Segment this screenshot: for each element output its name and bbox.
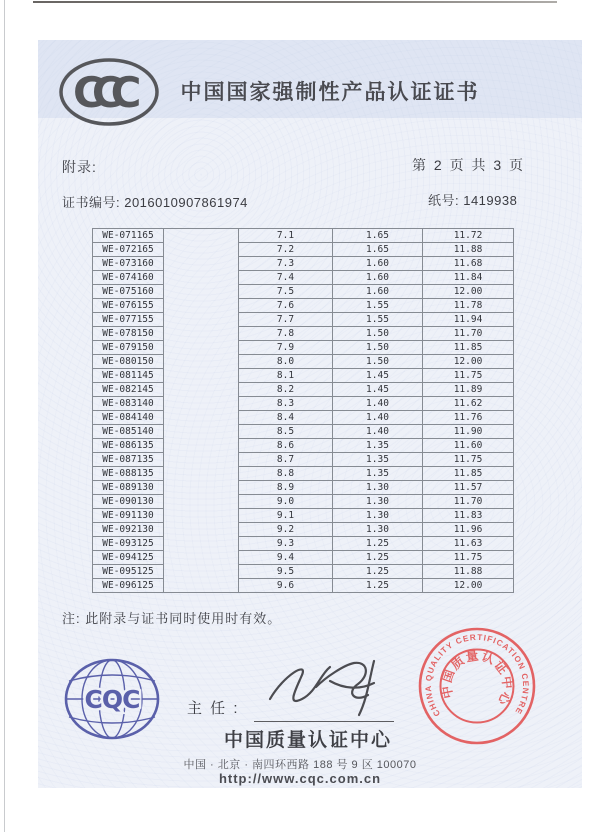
paper-number: 纸号: 1419938 — [428, 193, 518, 208]
value-cell: 12.00 — [423, 285, 514, 299]
value-cell: 1.30 — [333, 495, 423, 509]
value-cell: 12.00 — [423, 355, 514, 369]
value-cell: 11.75 — [423, 369, 514, 383]
value-cell: 11.88 — [423, 243, 514, 257]
value-cell: 11.57 — [423, 481, 514, 495]
value-cell: 7.7 — [239, 313, 333, 327]
value-cell: 1.40 — [333, 411, 423, 425]
value-cell: 7.1 — [239, 229, 333, 243]
note-text: 注: 此附录与证书同时使用时有效。 — [62, 611, 282, 626]
table-row — [93, 425, 514, 439]
value-cell: 1.25 — [333, 579, 423, 593]
value-cell: 1.60 — [333, 271, 423, 285]
model-cell: WE-081145 — [93, 369, 164, 383]
value-cell: 11.76 — [423, 411, 514, 425]
value-cell: 1.35 — [333, 467, 423, 481]
value-cell: 9.4 — [239, 551, 333, 565]
value-cell: 7.6 — [239, 299, 333, 313]
value-cell: 1.35 — [333, 439, 423, 453]
value-cell: 1.30 — [333, 481, 423, 495]
value-cell: 9.5 — [239, 565, 333, 579]
cqc-logo-icon — [62, 656, 162, 742]
certificate-title: 中国国家强制性产品认证证书 — [180, 81, 480, 104]
value-cell: 8.6 — [239, 439, 333, 453]
model-cell: WE-080150 — [93, 355, 164, 369]
value-cell: 11.63 — [423, 537, 514, 551]
value-cell: 11.84 — [423, 271, 514, 285]
signature-line — [254, 721, 394, 722]
model-cell: WE-089130 — [93, 481, 164, 495]
ccc-logo-icon — [57, 55, 161, 129]
table-row — [93, 579, 514, 593]
appendix-label: 附录: — [62, 159, 97, 175]
table-row — [93, 341, 514, 355]
value-cell: 1.65 — [333, 229, 423, 243]
cqc-logo-letters: CQC — [84, 685, 140, 714]
table-row — [93, 327, 514, 341]
model-cell: WE-088135 — [93, 467, 164, 481]
value-cell: 8.8 — [239, 467, 333, 481]
table-row — [93, 523, 514, 537]
table-row — [93, 411, 514, 425]
value-cell: 9.1 — [239, 509, 333, 523]
value-cell: 11.88 — [423, 565, 514, 579]
value-cell: 11.70 — [423, 495, 514, 509]
red-stamp — [415, 622, 545, 752]
value-cell: 11.83 — [423, 509, 514, 523]
table-row — [93, 369, 514, 383]
svg-text:中国质量认证中心 — [438, 647, 515, 707]
value-cell: 9.0 — [239, 495, 333, 509]
value-cell: 12.00 — [423, 579, 514, 593]
value-cell: 9.3 — [239, 537, 333, 551]
stamp-outer-text: CHINA QUALITY CERTIFICATION CENTRE — [423, 632, 531, 719]
value-cell: 1.30 — [333, 523, 423, 537]
organization-name: 中国质量认证中心 — [223, 730, 392, 751]
value-cell: 1.30 — [333, 509, 423, 523]
model-cell: WE-085140 — [93, 425, 164, 439]
value-cell: 1.50 — [333, 327, 423, 341]
model-cell: WE-079150 — [93, 341, 164, 355]
model-cell: WE-078150 — [93, 327, 164, 341]
table-row — [93, 481, 514, 495]
model-cell: WE-096125 — [93, 579, 164, 593]
value-cell: 1.45 — [333, 383, 423, 397]
scan-edge-left — [4, 0, 5, 832]
table-row — [93, 383, 514, 397]
model-cell: WE-087135 — [93, 453, 164, 467]
value-cell: 8.3 — [239, 397, 333, 411]
value-cell: 9.6 — [239, 579, 333, 593]
value-cell: 1.60 — [333, 257, 423, 271]
value-cell: 8.0 — [239, 355, 333, 369]
value-cell: 11.85 — [423, 467, 514, 481]
value-cell: 8.9 — [239, 481, 333, 495]
table-row — [93, 551, 514, 565]
table-row — [93, 453, 514, 467]
model-cell: WE-095125 — [93, 565, 164, 579]
model-cell: WE-094125 — [93, 551, 164, 565]
value-cell: 1.25 — [333, 551, 423, 565]
appendix-table-body — [93, 229, 514, 593]
value-cell: 11.78 — [423, 299, 514, 313]
value-cell: 8.4 — [239, 411, 333, 425]
certificate-number: 证书编号: 2016010907861974 — [62, 195, 248, 210]
value-cell: 1.25 — [333, 537, 423, 551]
model-cell: WE-091130 — [93, 509, 164, 523]
table-row — [93, 257, 514, 271]
table-row — [93, 467, 514, 481]
table-row — [93, 565, 514, 579]
value-cell: 1.45 — [333, 369, 423, 383]
value-cell: 11.62 — [423, 397, 514, 411]
value-cell: 1.60 — [333, 285, 423, 299]
model-cell: WE-092130 — [93, 523, 164, 537]
value-cell: 1.50 — [333, 341, 423, 355]
value-cell: 1.55 — [333, 299, 423, 313]
value-cell: 7.2 — [239, 243, 333, 257]
table-row — [93, 271, 514, 285]
value-cell: 1.50 — [333, 355, 423, 369]
model-cell: WE-093125 — [93, 537, 164, 551]
table-row — [93, 229, 514, 243]
table-row — [93, 509, 514, 523]
value-cell: 1.40 — [333, 397, 423, 411]
value-cell: 1.35 — [333, 453, 423, 467]
value-cell: 1.25 — [333, 565, 423, 579]
value-cell: 11.68 — [423, 257, 514, 271]
model-cell: WE-073160 — [93, 257, 164, 271]
value-cell: 11.96 — [423, 523, 514, 537]
director-signature — [256, 653, 396, 721]
value-cell: 8.2 — [239, 383, 333, 397]
model-ratings-table — [92, 228, 514, 593]
value-cell: 1.40 — [333, 425, 423, 439]
value-cell: 8.7 — [239, 453, 333, 467]
table-row — [93, 355, 514, 369]
table-row — [93, 439, 514, 453]
value-cell: 11.85 — [423, 341, 514, 355]
ccc-logo-letters: CCC — [73, 68, 130, 117]
model-cell: WE-075160 — [93, 285, 164, 299]
stamp-inner-text: 中国质量认证中心 — [439, 648, 515, 707]
table-row — [93, 495, 514, 509]
model-cell: WE-084140 — [93, 411, 164, 425]
value-cell: 9.2 — [239, 523, 333, 537]
model-cell: WE-076155 — [93, 299, 164, 313]
merged-empty-cell — [164, 229, 239, 593]
value-cell: 7.8 — [239, 327, 333, 341]
value-cell: 11.75 — [423, 551, 514, 565]
scan-edge-top — [33, 1, 557, 3]
address-line: 中国 · 北京 · 南四环西路 188 号 9 区 100070 — [183, 759, 417, 771]
value-cell: 8.1 — [239, 369, 333, 383]
svg-text:CHINA QUALITY CERTIFICATION — [424, 633, 530, 718]
value-cell: 7.3 — [239, 257, 333, 271]
value-cell: 11.94 — [423, 313, 514, 327]
value-cell: 11.75 — [423, 453, 514, 467]
value-cell: 11.89 — [423, 383, 514, 397]
value-cell: 1.65 — [333, 243, 423, 257]
table-row — [93, 299, 514, 313]
value-cell: 7.9 — [239, 341, 333, 355]
director-label: 主 任 : — [187, 700, 240, 717]
table-row — [93, 313, 514, 327]
website-url: http://www.cqc.com.cn — [218, 771, 382, 786]
model-cell: WE-074160 — [93, 271, 164, 285]
table-row — [93, 285, 514, 299]
value-cell: 1.55 — [333, 313, 423, 327]
value-cell: 11.60 — [423, 439, 514, 453]
value-cell: 11.70 — [423, 327, 514, 341]
value-cell: 8.5 — [239, 425, 333, 439]
appendix-table — [92, 228, 514, 593]
model-cell: WE-071165 — [93, 229, 164, 243]
model-cell: WE-090130 — [93, 495, 164, 509]
value-cell: 7.5 — [239, 285, 333, 299]
model-cell: WE-083140 — [93, 397, 164, 411]
table-row — [93, 243, 514, 257]
model-cell: WE-082145 — [93, 383, 164, 397]
page-info: 第 2 页 共 3 页 — [412, 157, 526, 173]
model-cell: WE-072165 — [93, 243, 164, 257]
model-cell: WE-086135 — [93, 439, 164, 453]
value-cell: 11.72 — [423, 229, 514, 243]
value-cell: 7.4 — [239, 271, 333, 285]
value-cell: 11.90 — [423, 425, 514, 439]
table-row — [93, 397, 514, 411]
table-row — [93, 537, 514, 551]
model-cell: WE-077155 — [93, 313, 164, 327]
